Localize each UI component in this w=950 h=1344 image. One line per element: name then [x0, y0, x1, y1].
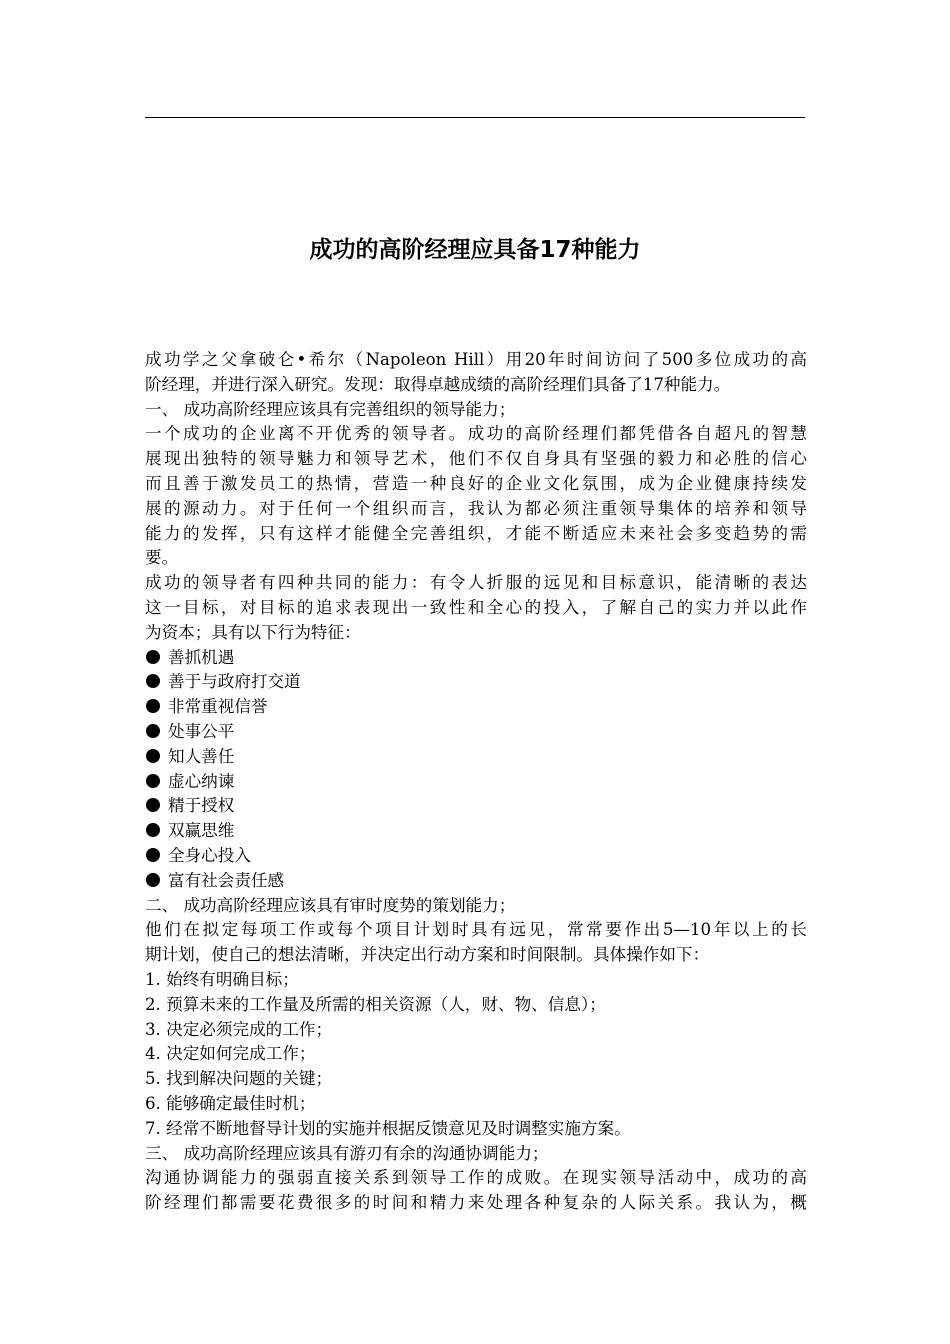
document-title: 成功的高阶经理应具备17种能力 — [309, 237, 641, 263]
bullet-item — [145, 745, 807, 770]
bullet-item — [145, 794, 807, 819]
bullet-text: 富有社会责任感 — [168, 870, 285, 890]
section-heading-2: 二、 成功高阶经理应该具有审时度势的策划能力； — [145, 895, 516, 915]
body-line: 阶经理，并进行深入研究。发现：取得卓越成绩的高阶经理们具备了17种能力。 — [145, 374, 731, 394]
bullet-text: 善于与政府打交道 — [168, 672, 301, 692]
bullet-icon — [146, 674, 160, 688]
header-rule — [145, 117, 805, 118]
bullet-item — [145, 770, 807, 795]
bullet-text: 双赢思维 — [168, 821, 235, 841]
bullet-item — [145, 695, 807, 720]
bullet-icon — [146, 724, 160, 738]
bullet-icon — [146, 848, 160, 862]
numbered-item: 2. 预算未来的工作量及所需的相关资源（人，财、物、信息）； — [145, 994, 606, 1014]
body-line: 成功学之父拿破仑•希尔（Napoleon Hill）用20年时间访问了500多位成功的高 — [145, 350, 807, 369]
numbered-item: 5. 找到解决问题的关键； — [145, 1069, 333, 1089]
body-line: 一个成功的企业离不开优秀的领导者。成功的高阶经理们都凭借各自超凡的智慧 — [145, 424, 807, 444]
section-heading-3: 三、 成功高阶经理应该具有游刃有余的沟通协调能力； — [145, 1143, 549, 1163]
body-line: 展现出独特的领导魅力和领导艺术，他们不仅自身具有坚强的毅力和必胜的信心 — [145, 449, 807, 469]
bullet-text: 非常重视信誉 — [168, 697, 268, 717]
body-line: 他们在拟定每项工作或每个项目计划时具有远见，常常要作出5—10年以上的长 — [145, 920, 807, 940]
bullet-item — [145, 869, 807, 894]
bullet-icon — [146, 774, 160, 788]
body-line: 这一目标，对目标的追求表现出一致性和全心的投入，了解自己的实力并以此作 — [145, 597, 807, 617]
bullet-item — [145, 720, 807, 745]
numbered-item: 7. 经常不断地督导计划的实施并根据反馈意见及时调整实施方案。 — [145, 1118, 631, 1138]
bullet-text: 精于授权 — [168, 796, 235, 816]
document-body — [145, 348, 807, 1216]
body-line: 阶经理们都需要花费很多的时间和精力来处理各种复杂的人际关系。我认为，概 — [145, 1193, 807, 1213]
body-line: 沟通协调能力的强弱直接关系到领导工作的成败。在现实领导活动中，成功的高 — [145, 1168, 807, 1188]
bullet-text: 处事公平 — [168, 721, 235, 741]
bullet-icon — [146, 823, 160, 837]
bullet-text: 知人善任 — [168, 746, 235, 766]
body-line: 为资本；具有以下行为特征： — [145, 622, 361, 642]
bullet-item — [145, 819, 807, 844]
bullet-icon — [146, 798, 160, 812]
numbered-item: 1. 始终有明确目标； — [145, 969, 299, 989]
body-line: 要。 — [145, 548, 179, 568]
section-heading-1: 一、 成功高阶经理应该具有完善组织的领导能力； — [145, 399, 516, 419]
body-line: 成功的领导者有四种共同的能力：有令人折服的远见和目标意识，能清晰的表达 — [145, 573, 807, 593]
bullet-icon — [146, 749, 160, 763]
bullet-icon — [146, 650, 160, 664]
body-line: 能力的发挥，只有这样才能健全完善组织，才能不断适应未来社会多变趋势的需 — [145, 523, 807, 543]
bullet-item — [145, 646, 807, 671]
bullet-icon — [146, 873, 160, 887]
bullet-item — [145, 844, 807, 869]
body-line: 展的源动力。对于任何一个组织而言，我认为都必须注重领导集体的培养和领导 — [145, 498, 807, 518]
bullet-text: 全身心投入 — [168, 845, 251, 865]
bullet-text: 虚心纳谏 — [168, 771, 235, 791]
numbered-item: 3. 决定必须完成的工作； — [145, 1019, 333, 1039]
body-line: 而且善于激发员工的热情，营造一种良好的企业文化氛围，成为企业健康持续发 — [145, 473, 807, 493]
body-line: 期计划，使自己的想法清晰，并决定出行动方案和时间限制。具体操作如下： — [145, 945, 710, 965]
numbered-item: 4. 决定如何完成工作； — [145, 1044, 316, 1064]
bullet-text: 善抓机遇 — [168, 647, 235, 667]
numbered-item: 6. 能够确定最佳时机； — [145, 1093, 316, 1113]
bullet-icon — [146, 699, 160, 713]
bullet-item — [145, 670, 807, 695]
